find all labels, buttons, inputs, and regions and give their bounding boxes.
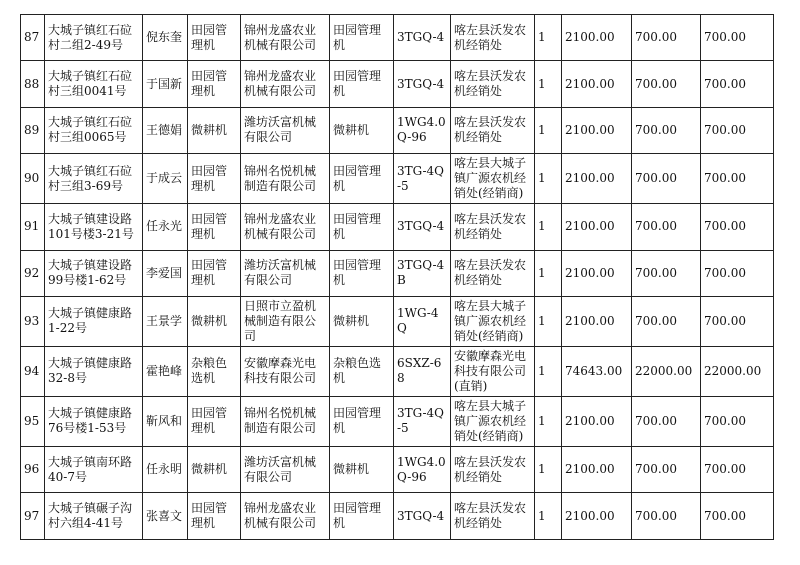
category-cell: 田园管理机 bbox=[188, 250, 241, 296]
dealer-cell: 喀左县大城子镇广源农机经销处(经销商) bbox=[451, 154, 535, 204]
total-price-cell: 2100.00 bbox=[562, 61, 632, 107]
subsidy-cell: 700.00 bbox=[632, 493, 701, 539]
quantity-cell: 1 bbox=[535, 296, 562, 346]
total-price-cell: 2100.00 bbox=[562, 296, 632, 346]
subsidy-cell: 700.00 bbox=[632, 250, 701, 296]
row-number: 94 bbox=[21, 346, 45, 396]
name-cell: 于成云 bbox=[143, 154, 188, 204]
address-cell: 大城子镇健康路76号楼1-53号 bbox=[45, 396, 143, 446]
manufacturer-cell: 潍坊沃富机械有限公司 bbox=[241, 107, 330, 153]
subsidy-cell: 700.00 bbox=[632, 15, 701, 61]
subsidy-cell: 700.00 bbox=[701, 446, 774, 492]
manufacturer-cell: 锦州名悦机械制造有限公司 bbox=[241, 154, 330, 204]
product-cell: 田园管理机 bbox=[330, 154, 394, 204]
table-row bbox=[21, 346, 774, 396]
dealer-cell: 喀左县大城子镇广源农机经销处(经销商) bbox=[451, 396, 535, 446]
row-number: 96 bbox=[21, 446, 45, 492]
product-cell: 田园管理机 bbox=[330, 250, 394, 296]
category-cell: 田园管理机 bbox=[188, 396, 241, 446]
row-number: 91 bbox=[21, 204, 45, 250]
subsidy-cell: 700.00 bbox=[701, 250, 774, 296]
name-cell: 靳风和 bbox=[143, 396, 188, 446]
model-cell: 1WG4.0Q-96 bbox=[394, 107, 451, 153]
subsidy-cell: 700.00 bbox=[632, 204, 701, 250]
model-cell: 3TG-4Q-5 bbox=[394, 154, 451, 204]
dealer-cell: 喀左县沃发农机经销处 bbox=[451, 250, 535, 296]
dealer-cell: 喀左县沃发农机经销处 bbox=[451, 15, 535, 61]
table-row bbox=[21, 296, 774, 346]
manufacturer-cell: 日照市立盈机械制造有限公司 bbox=[241, 296, 330, 346]
table-row bbox=[21, 493, 774, 539]
product-cell: 田园管理机 bbox=[330, 15, 394, 61]
quantity-cell: 1 bbox=[535, 154, 562, 204]
row-number: 95 bbox=[21, 396, 45, 446]
address-cell: 大城子镇红石砬村三组0065号 bbox=[45, 107, 143, 153]
table-row bbox=[21, 107, 774, 153]
product-cell: 田园管理机 bbox=[330, 493, 394, 539]
subsidy-cell: 700.00 bbox=[701, 15, 774, 61]
subsidy-cell: 700.00 bbox=[632, 107, 701, 153]
subsidy-cell: 700.00 bbox=[632, 61, 701, 107]
name-cell: 于国新 bbox=[143, 61, 188, 107]
table-row bbox=[21, 396, 774, 446]
total-price-cell: 74643.00 bbox=[562, 346, 632, 396]
subsidy-cell: 700.00 bbox=[701, 493, 774, 539]
total-price-cell: 2100.00 bbox=[562, 107, 632, 153]
subsidy-cell: 700.00 bbox=[632, 296, 701, 346]
subsidy-cell: 700.00 bbox=[701, 296, 774, 346]
product-cell: 微耕机 bbox=[330, 296, 394, 346]
subsidy-cell: 700.00 bbox=[701, 204, 774, 250]
dealer-cell: 喀左县沃发农机经销处 bbox=[451, 107, 535, 153]
total-price-cell: 2100.00 bbox=[562, 446, 632, 492]
model-cell: 6SXZ-68 bbox=[394, 346, 451, 396]
address-cell: 大城子镇健康路32-8号 bbox=[45, 346, 143, 396]
manufacturer-cell: 潍坊沃富机械有限公司 bbox=[241, 250, 330, 296]
quantity-cell: 1 bbox=[535, 346, 562, 396]
model-cell: 1WG-4Q bbox=[394, 296, 451, 346]
manufacturer-cell: 锦州龙盛农业机械有限公司 bbox=[241, 493, 330, 539]
row-number: 90 bbox=[21, 154, 45, 204]
category-cell: 微耕机 bbox=[188, 107, 241, 153]
address-cell: 大城子镇建设路99号楼1-62号 bbox=[45, 250, 143, 296]
address-cell: 大城子镇健康路1-22号 bbox=[45, 296, 143, 346]
model-cell: 3TGQ-4 bbox=[394, 204, 451, 250]
subsidy-cell: 700.00 bbox=[632, 396, 701, 446]
dealer-cell: 安徽摩森光电科技有限公司(直销) bbox=[451, 346, 535, 396]
name-cell: 李爱国 bbox=[143, 250, 188, 296]
table-row bbox=[21, 204, 774, 250]
manufacturer-cell: 锦州名悦机械制造有限公司 bbox=[241, 396, 330, 446]
manufacturer-cell: 安徽摩森光电科技有限公司 bbox=[241, 346, 330, 396]
model-cell: 3TG-4Q-5 bbox=[394, 396, 451, 446]
subsidy-cell: 22000.00 bbox=[701, 346, 774, 396]
address-cell: 大城子镇红石砬村二组2-49号 bbox=[45, 15, 143, 61]
quantity-cell: 1 bbox=[535, 446, 562, 492]
address-cell: 大城子镇红石砬村三组0041号 bbox=[45, 61, 143, 107]
subsidy-cell: 22000.00 bbox=[632, 346, 701, 396]
category-cell: 微耕机 bbox=[188, 446, 241, 492]
row-number: 87 bbox=[21, 15, 45, 61]
subsidy-cell: 700.00 bbox=[701, 396, 774, 446]
category-cell: 杂粮色选机 bbox=[188, 346, 241, 396]
name-cell: 任永明 bbox=[143, 446, 188, 492]
total-price-cell: 2100.00 bbox=[562, 204, 632, 250]
category-cell: 田园管理机 bbox=[188, 15, 241, 61]
subsidy-cell: 700.00 bbox=[701, 107, 774, 153]
manufacturer-cell: 锦州龙盛农业机械有限公司 bbox=[241, 61, 330, 107]
total-price-cell: 2100.00 bbox=[562, 493, 632, 539]
category-cell: 微耕机 bbox=[188, 296, 241, 346]
dealer-cell: 喀左县沃发农机经销处 bbox=[451, 493, 535, 539]
model-cell: 3TGQ-4B bbox=[394, 250, 451, 296]
quantity-cell: 1 bbox=[535, 250, 562, 296]
quantity-cell: 1 bbox=[535, 396, 562, 446]
model-cell: 1WG4.0Q-96 bbox=[394, 446, 451, 492]
product-cell: 微耕机 bbox=[330, 107, 394, 153]
dealer-cell: 喀左县沃发农机经销处 bbox=[451, 204, 535, 250]
manufacturer-cell: 潍坊沃富机械有限公司 bbox=[241, 446, 330, 492]
dealer-cell: 喀左县大城子镇广源农机经销处(经销商) bbox=[451, 296, 535, 346]
quantity-cell: 1 bbox=[535, 15, 562, 61]
name-cell: 霍艳峰 bbox=[143, 346, 188, 396]
category-cell: 田园管理机 bbox=[188, 154, 241, 204]
name-cell: 王景学 bbox=[143, 296, 188, 346]
manufacturer-cell: 锦州龙盛农业机械有限公司 bbox=[241, 204, 330, 250]
subsidy-cell: 700.00 bbox=[632, 446, 701, 492]
product-cell: 微耕机 bbox=[330, 446, 394, 492]
product-cell: 田园管理机 bbox=[330, 61, 394, 107]
address-cell: 大城子镇南环路40-7号 bbox=[45, 446, 143, 492]
category-cell: 田园管理机 bbox=[188, 61, 241, 107]
quantity-cell: 1 bbox=[535, 107, 562, 153]
total-price-cell: 2100.00 bbox=[562, 396, 632, 446]
total-price-cell: 2100.00 bbox=[562, 154, 632, 204]
name-cell: 倪东奎 bbox=[143, 15, 188, 61]
row-number: 97 bbox=[21, 493, 45, 539]
row-number: 89 bbox=[21, 107, 45, 153]
dealer-cell: 喀左县沃发农机经销处 bbox=[451, 61, 535, 107]
subsidy-cell: 700.00 bbox=[701, 154, 774, 204]
manufacturer-cell: 锦州龙盛农业机械有限公司 bbox=[241, 15, 330, 61]
subsidy-cell: 700.00 bbox=[632, 154, 701, 204]
quantity-cell: 1 bbox=[535, 61, 562, 107]
name-cell: 张喜文 bbox=[143, 493, 188, 539]
table-row bbox=[21, 15, 774, 61]
total-price-cell: 2100.00 bbox=[562, 250, 632, 296]
subsidy-cell: 700.00 bbox=[701, 61, 774, 107]
name-cell: 王德娟 bbox=[143, 107, 188, 153]
quantity-cell: 1 bbox=[535, 493, 562, 539]
table-row bbox=[21, 446, 774, 492]
row-number: 93 bbox=[21, 296, 45, 346]
total-price-cell: 2100.00 bbox=[562, 15, 632, 61]
product-cell: 杂粮色选机 bbox=[330, 346, 394, 396]
row-number: 88 bbox=[21, 61, 45, 107]
name-cell: 任永光 bbox=[143, 204, 188, 250]
row-number: 92 bbox=[21, 250, 45, 296]
model-cell: 3TGQ-4 bbox=[394, 61, 451, 107]
category-cell: 田园管理机 bbox=[188, 204, 241, 250]
model-cell: 3TGQ-4 bbox=[394, 493, 451, 539]
category-cell: 田园管理机 bbox=[188, 493, 241, 539]
subsidy-table bbox=[20, 14, 774, 540]
model-cell: 3TGQ-4 bbox=[394, 15, 451, 61]
table-row bbox=[21, 250, 774, 296]
product-cell: 田园管理机 bbox=[330, 396, 394, 446]
product-cell: 田园管理机 bbox=[330, 204, 394, 250]
table-row bbox=[21, 61, 774, 107]
address-cell: 大城子镇红石砬村三组3-69号 bbox=[45, 154, 143, 204]
table-row bbox=[21, 154, 774, 204]
quantity-cell: 1 bbox=[535, 204, 562, 250]
address-cell: 大城子镇建设路101号楼3-21号 bbox=[45, 204, 143, 250]
dealer-cell: 喀左县沃发农机经销处 bbox=[451, 446, 535, 492]
address-cell: 大城子镇碾子沟村六组4-41号 bbox=[45, 493, 143, 539]
